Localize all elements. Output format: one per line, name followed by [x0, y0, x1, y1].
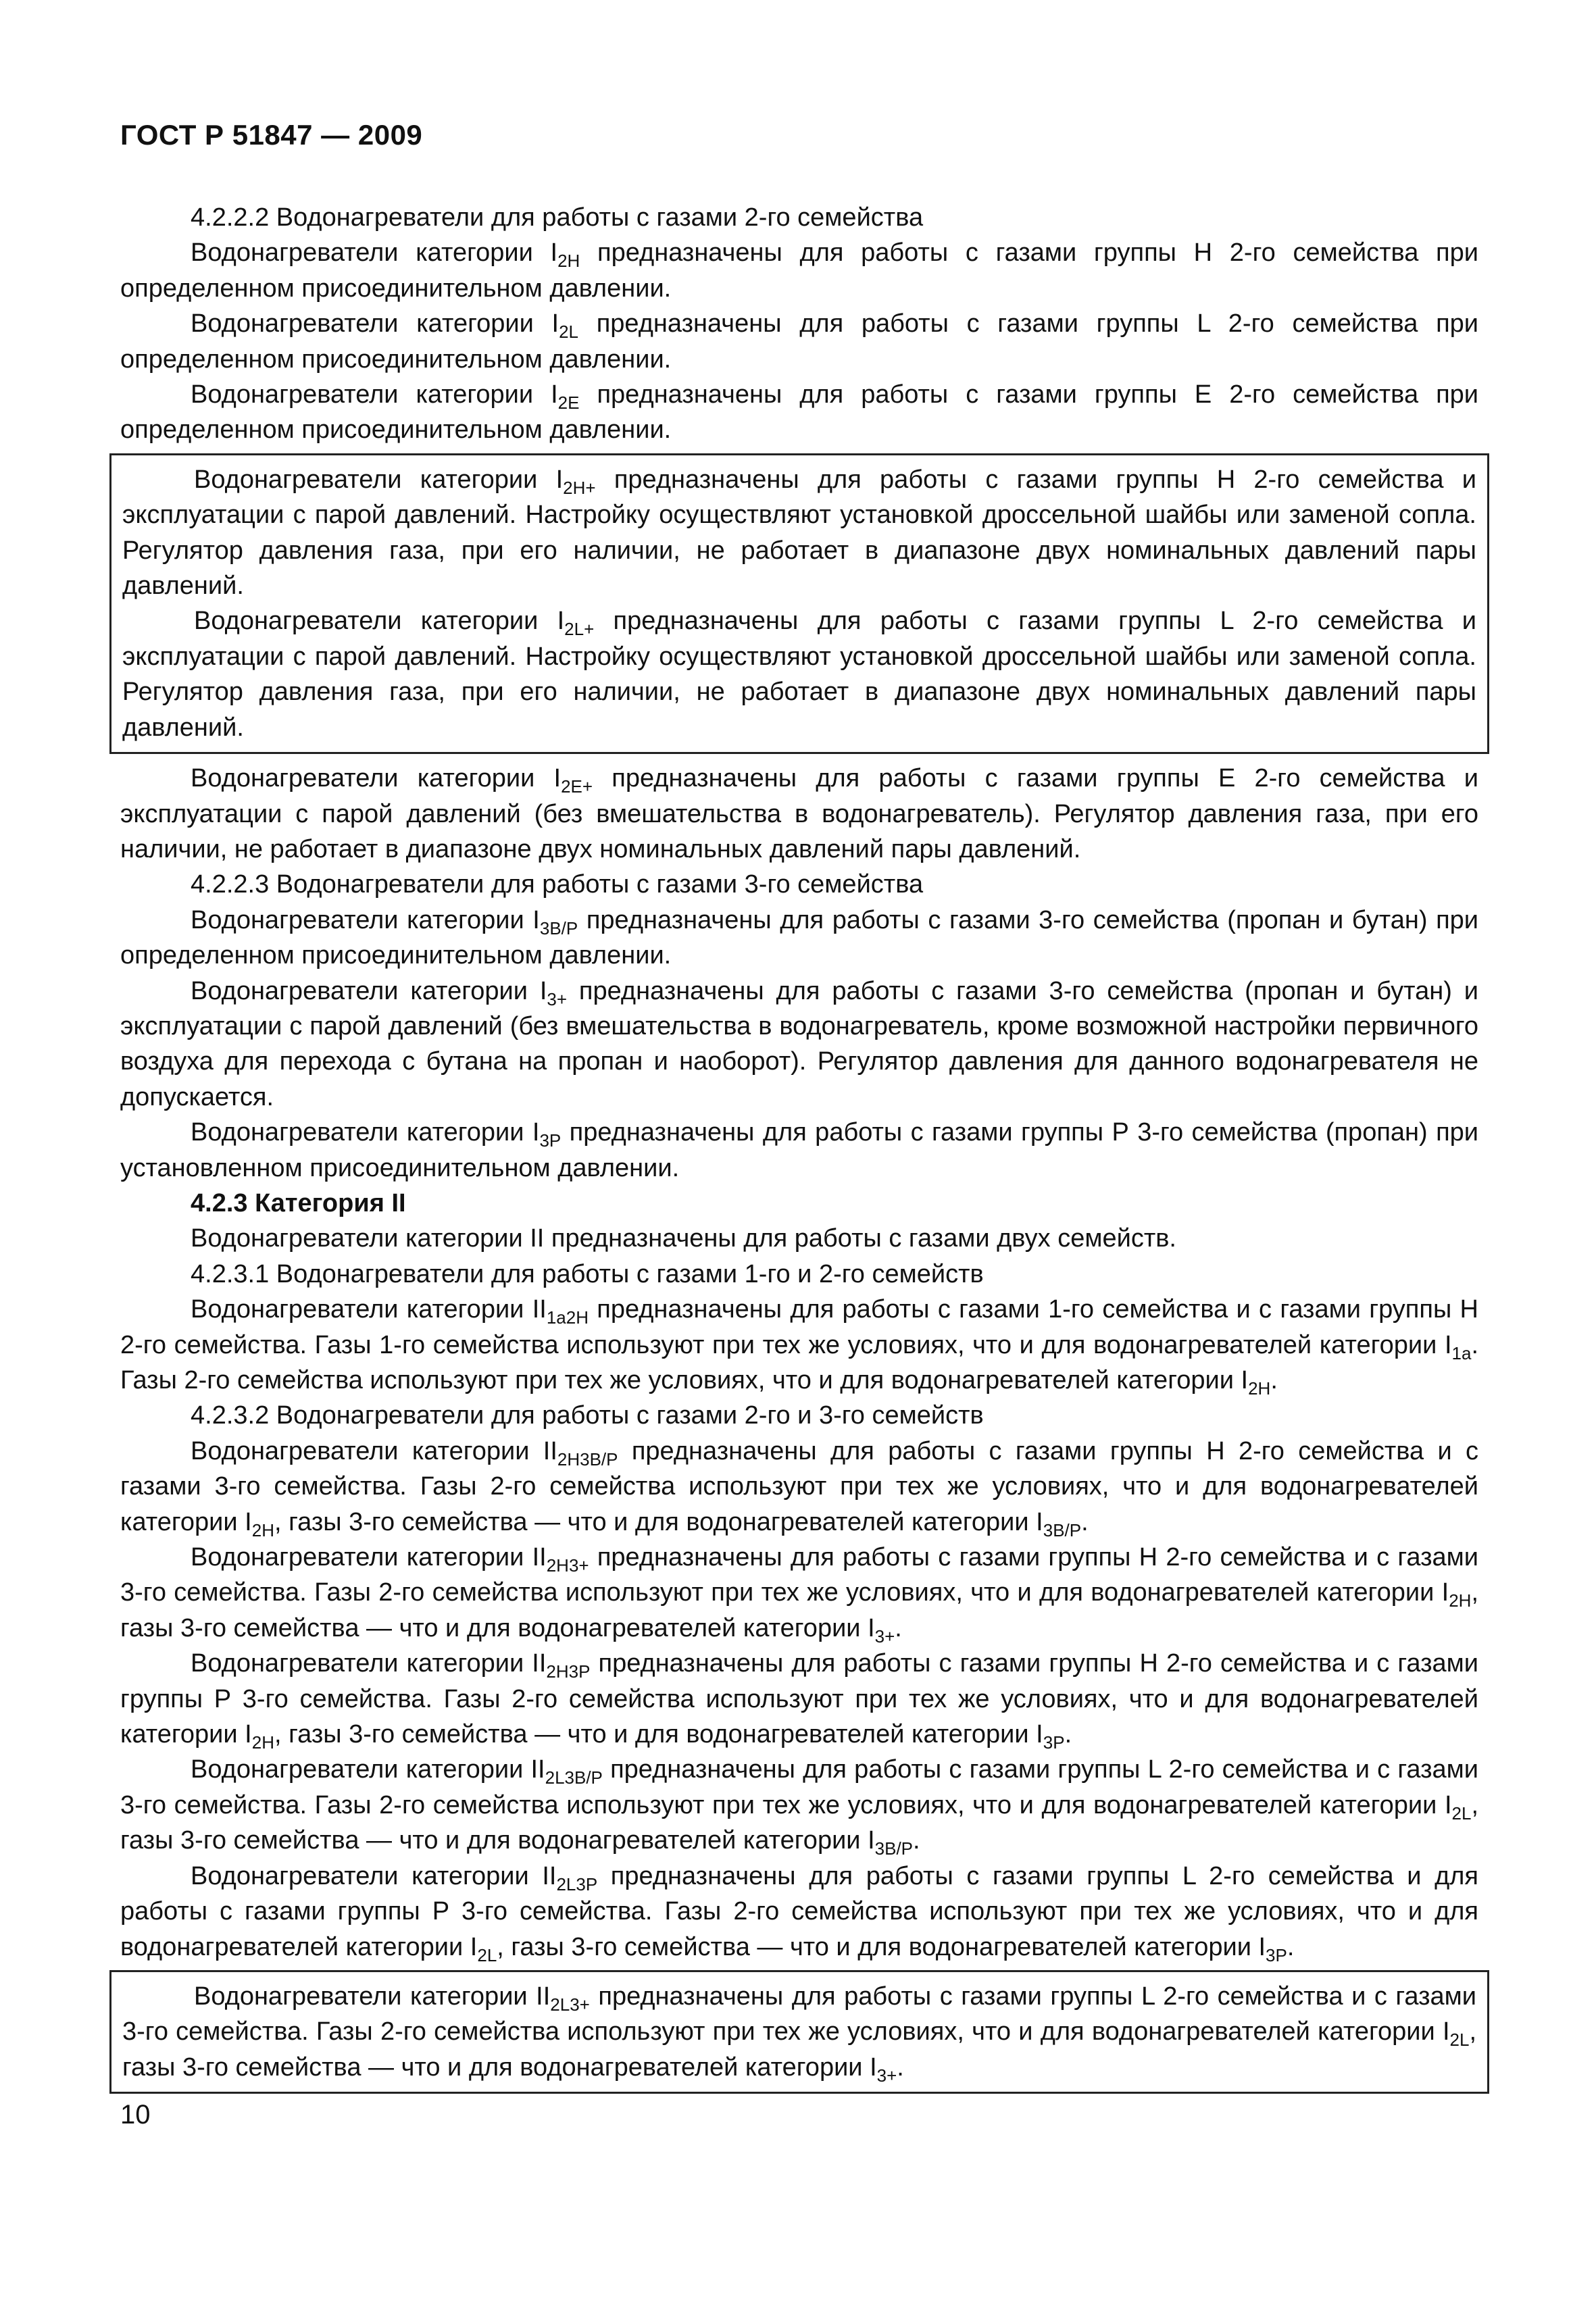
category-subscript: 2L3+ — [550, 1994, 590, 2015]
paragraph — [120, 1257, 1478, 1292]
text-run: предназначены для работы с газами группы Р 3-го семейства (пропан) при установленном присоединительном давлении. — [120, 1118, 1479, 1182]
text-run: , газы 3-го семейства — что и для водонагревателей категории I — [274, 1720, 1043, 1749]
category-subscript: 3P — [1043, 1732, 1065, 1753]
text-run: , газы 3-го семейства — что и для водонагревателей категории I — [497, 1932, 1266, 1961]
category-subscript: 2H — [251, 1519, 274, 1540]
text-run: предназначены для работы с газами группы Е 2-го семейства при определенном присоединительном давлении. — [120, 380, 1479, 445]
category-subscript: 2L3P — [556, 1873, 598, 1894]
category-subscript: 2L3B/P — [545, 1767, 603, 1788]
category-subscript: 3B/P — [539, 917, 578, 938]
category-subscript: 2H3P — [546, 1661, 591, 1682]
text-run: Водонагреватели категории I — [191, 976, 547, 1005]
text-run: , газы 3-го семейства — что и для водонагревателей категории I — [120, 1578, 1478, 1642]
text-run: 4.2.3.1 Водонагреватели для работы с газами 1-го и 2-го семейств — [191, 1259, 984, 1288]
category-subscript: 2H — [251, 1732, 274, 1753]
text-run: предназначены для работы с газами 3-го семейства (пропан и бутан) и эксплуатации с парой давлений (без вмешательства в водонагреватель, кроме возможной настройки первичного воздуха для перехода с бутана на пропан и наоборот). Регулятор давления для данного водонагревателя не допускается. — [120, 976, 1478, 1111]
category-subscript: 2H3+ — [546, 1555, 589, 1576]
text-run: Водонагреватели категории I — [194, 465, 564, 494]
category-subscript: 3P — [1266, 1944, 1287, 1965]
text-run: . — [895, 1613, 902, 1642]
paragraph — [120, 1398, 1478, 1433]
paragraph — [120, 1859, 1478, 1965]
category-subscript: 2H — [557, 251, 580, 272]
text-run: Водонагреватели категории II — [191, 1543, 547, 1572]
category-subscript: 3+ — [874, 1626, 895, 1646]
category-subscript: 3+ — [547, 988, 568, 1009]
text-run: , газы 3-го семейства — что и для водонагревателей категории I — [120, 1790, 1478, 1855]
text-run: Водонагреватели категории I — [191, 764, 562, 793]
text-run: предназначены для работы с газами группы Н 2-го семейства и с газами группы Р 3-го семейства. Газы 2-го семейства используют при тех же условиях, что и для водонагревателей категории I — [120, 1649, 1479, 1749]
text-run: Водонагреватели категории I — [191, 380, 558, 409]
text-run: . — [1270, 1366, 1278, 1394]
text-run: предназначены для работы с газами 1-го семейства и с газами группы Н 2-го семейства. Газы 1-го семейства используют при тех же условиях, что и для водонагревателей категории I — [120, 1295, 1478, 1359]
text-run: предназначены для работы с газами 3-го семейства (пропан и бутан) при определенном присоединительном давлении. — [120, 905, 1479, 970]
boxed-note — [109, 1970, 1489, 2094]
paragraph — [120, 1292, 1478, 1398]
text-run: предназначены для работы с газами группы L 2-го семейства и эксплуатации с парой давлений. Настройку осуществляют установкой дроссельной шайбы или заменой сопла. Регулятор давления газа, при его наличии, не работает в диапазоне двух номинальных давлений пары давлений. — [122, 607, 1476, 742]
text-run: Водонагреватели категории II — [191, 1295, 547, 1324]
category-subscript: 3B/P — [1043, 1519, 1082, 1540]
text-run: Водонагреватели категории I — [191, 238, 558, 268]
text-run: 4.2.3 Категория II — [191, 1188, 406, 1217]
paragraph — [120, 1434, 1478, 1540]
paragraph — [120, 903, 1478, 974]
text-run: предназначены для работы с газами группы L 2-го семейства и с газами 3-го семейства. Газы 2-го семейства используют при тех же условиях, что и для водонагревателей категории I — [122, 1982, 1476, 2046]
paragraph — [120, 1646, 1478, 1752]
category-subscript: 2L — [1451, 1803, 1472, 1823]
text-run: Водонагреватели категории II — [191, 1436, 557, 1465]
boxed-paragraph — [122, 603, 1476, 745]
boxed-paragraph — [122, 1979, 1476, 2085]
category-subscript: 1a — [1451, 1342, 1472, 1363]
category-subscript: 2L — [1449, 2030, 1470, 2051]
text-run: предназначены для работы с газами группы Н 2-го семейства и эксплуатации с парой давлений. Настройку осуществляют установкой дроссельной шайбы или заменой сопла. Регулятор давления газа, при его наличии, не работает в диапазоне двух номинальных давлений пары давлений. — [122, 465, 1476, 601]
page-number: 10 — [120, 2100, 151, 2130]
text-run: Водонагреватели категории II — [191, 1649, 547, 1678]
text-run: , газы 3-го семейства — что и для водонагревателей категории I — [274, 1507, 1043, 1536]
paragraph — [120, 200, 1478, 235]
category-subscript: 1a2H — [546, 1307, 589, 1328]
paragraph — [120, 235, 1478, 306]
category-subscript: 2H+ — [563, 477, 596, 498]
paragraph — [120, 377, 1478, 448]
text-run: Водонагреватели категории II — [194, 1982, 551, 2011]
category-subscript: 2H3B/P — [557, 1449, 618, 1469]
text-run: 4.2.2.2 Водонагреватели для работы с газами 2-го семейства — [191, 203, 924, 232]
paragraph — [120, 1115, 1478, 1186]
text-run: , газы 3-го семейства — что и для водонагревателей категории I — [122, 2017, 1476, 2082]
text-run: . — [913, 1826, 920, 1855]
text-run: . Газы 2-го семейства используют при тех же условиях, что и для водонагревателей категории I — [120, 1330, 1478, 1394]
text-run: 4.2.3.2 Водонагреватели для работы с газами 2-го и 3-го семейств — [191, 1401, 984, 1430]
paragraph — [120, 1540, 1478, 1646]
text-run: Водонагреватели категории II — [191, 1755, 545, 1784]
paragraph — [120, 974, 1478, 1115]
text-run: предназначены для работы с газами группы Н 2-го семейства и с газами 3-го семейства. Газы 2-го семейства используют при тех же условиях, что и для водонагревателей категории I — [120, 1543, 1478, 1607]
text-run: предназначены для работы с газами группы L 2-го семейства при определенном присоединительном давлении. — [120, 309, 1479, 374]
text-run: предназначены для работы с газами группы L 2-го семейства и с газами 3-го семейства. Газы 2-го семейства используют при тех же условиях, что и для водонагревателей категории I — [120, 1755, 1478, 1819]
text-run: предназначены для работы с газами группы Е 2-го семейства и эксплуатации с парой давлений (без вмешательства в водонагреватель). Регулятор давления газа, при его наличии, не работает в диапазоне двух номинальных давлений пары давлений. — [120, 764, 1478, 863]
text-run: Водонагреватели категории I — [191, 905, 540, 934]
text-run: Водонагреватели категории II — [191, 1861, 557, 1890]
text-run: Водонагреватели категории I — [191, 1118, 540, 1147]
category-subscript: 2E+ — [561, 776, 593, 797]
paragraph — [120, 306, 1478, 377]
category-subscript: 3B/P — [874, 1838, 914, 1859]
text-run: . — [1081, 1507, 1089, 1536]
text-run: предназначены для работы с газами группы Н 2-го семейства при определенном присоединительном давлении. — [120, 238, 1478, 303]
category-subscript: 2L — [559, 322, 579, 343]
category-subscript: 3+ — [876, 2065, 897, 2086]
category-subscript: 3P — [539, 1130, 562, 1151]
section-heading — [120, 1186, 1478, 1221]
category-subscript: 2H — [1449, 1590, 1472, 1611]
paragraph — [120, 1752, 1478, 1858]
category-subscript: 2L+ — [564, 619, 595, 640]
text-run: . — [1064, 1720, 1072, 1749]
text-run: предназначены для работы с газами группы L 2-го семейства и для работы с газами группы Р 3-го семейства. Газы 2-го семейства используют при тех же условиях, что и для водонагревателей категории I — [120, 1861, 1478, 1961]
text-run: Водонагреватели категории I — [194, 607, 565, 636]
paragraph — [120, 867, 1478, 902]
text-run: Водонагреватели категории II предназначены для работы с газами двух семейств. — [191, 1224, 1176, 1253]
document-body — [120, 200, 1478, 2101]
boxed-paragraph — [122, 462, 1476, 604]
category-subscript: 2L — [477, 1944, 497, 1965]
text-run: Водонагреватели категории I — [191, 309, 559, 338]
text-run: 4.2.2.3 Водонагреватели для работы с газами 3-го семейства — [191, 870, 924, 899]
category-subscript: 2H — [1248, 1378, 1271, 1399]
text-run: . — [1287, 1932, 1295, 1961]
text-run: . — [897, 2053, 904, 2082]
paragraph — [120, 1221, 1478, 1256]
boxed-note — [109, 453, 1489, 754]
category-subscript: 2E — [557, 393, 580, 413]
page-header-standard-id: ГОСТ Р 51847 — 2009 — [120, 119, 423, 151]
paragraph — [120, 761, 1478, 867]
text-run: предназначены для работы с газами группы Н 2-го семейства и с газами 3-го семейства. Газы 2-го семейства используют при тех же условиях, что и для водонагревателей категории I — [120, 1436, 1479, 1536]
